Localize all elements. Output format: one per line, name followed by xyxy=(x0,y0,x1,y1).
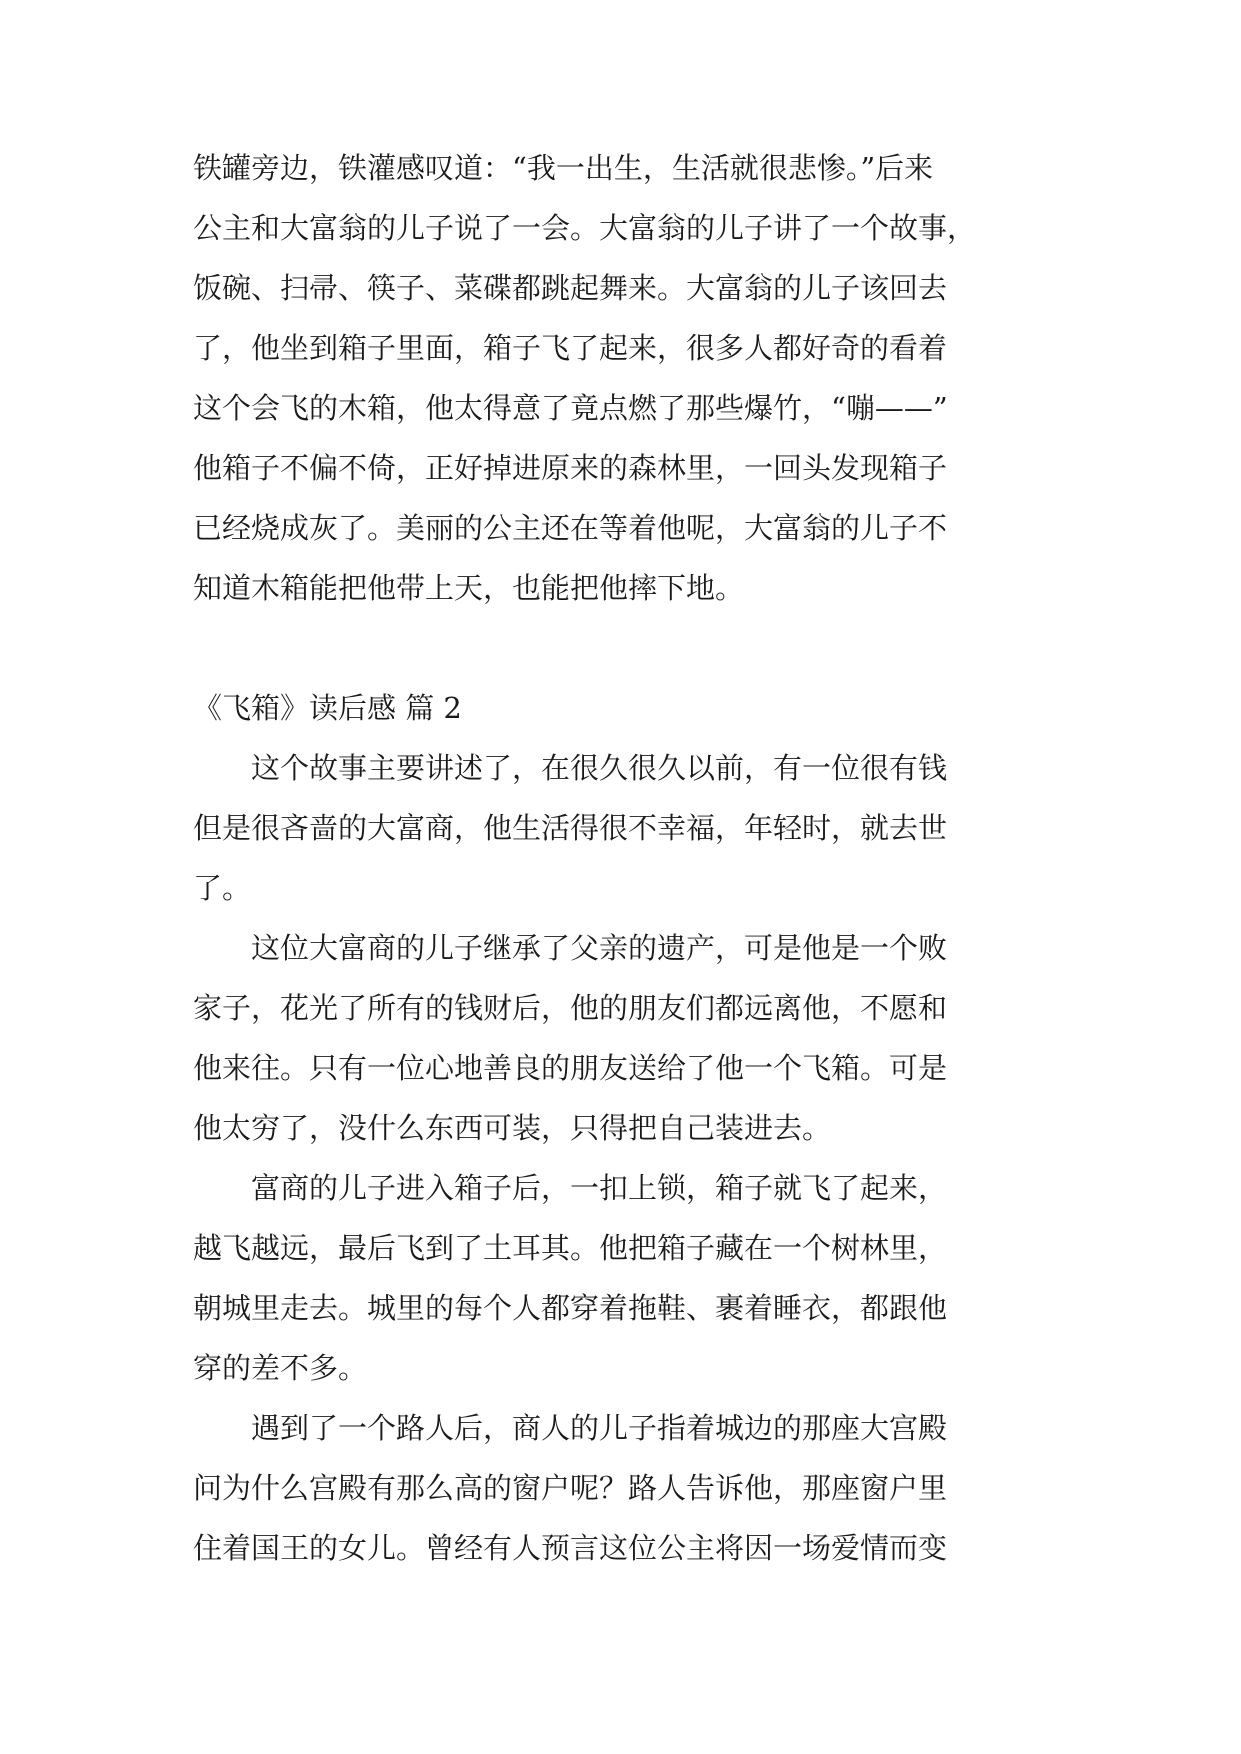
body-line: 问为什么宫殿有那么高的窗户呢？路人告诉他，那座窗户里 xyxy=(193,1471,948,1505)
body-line: 家子，花光了所有的钱财后，他的朋友们都远离他，不愿和 xyxy=(193,991,948,1025)
body-line: 越飞越远，最后飞到了土耳其。他把箱子藏在一个树林里， xyxy=(193,1231,948,1265)
body-line: 了。 xyxy=(193,871,252,905)
body-line: 这个会飞的木箱，他太得意了竟点燃了那些爆竹，“嘣——” xyxy=(193,391,948,425)
body-line: 已经烧成灰了。美丽的公主还在等着他呢，大富翁的儿子不 xyxy=(193,511,948,545)
paragraph-first-line: 这个故事主要讲述了，在很久很久以前，有一位很有钱 xyxy=(251,751,948,785)
body-line: 饭碗、扫帚、筷子、菜碟都跳起舞来。大富翁的儿子该回去 xyxy=(193,271,948,305)
body-line: 了，他坐到箱子里面，箱子飞了起来，很多人都好奇的看着 xyxy=(193,331,948,365)
body-line: 但是很吝啬的大富商，他生活得很不幸福，年轻时，就去世 xyxy=(193,811,948,845)
body-line: 公主和大富翁的儿子说了一会。大富翁的儿子讲了一个故事， xyxy=(193,211,977,245)
body-line: 他箱子不偏不倚，正好掉进原来的森林里，一回头发现箱子 xyxy=(193,451,948,485)
body-line: 铁罐旁边，铁灌感叹道：“我一出生，生活就很悲惨。”后来 xyxy=(193,151,934,185)
paragraph-first-line: 这位大富商的儿子继承了父亲的遗产，可是他是一个败 xyxy=(251,931,948,965)
paragraph-first-line: 遇到了一个路人后，商人的儿子指着城边的那座大宫殿 xyxy=(251,1411,948,1445)
paragraph-first-line: 富商的儿子进入箱子后，一扣上锁，箱子就飞了起来， xyxy=(251,1171,948,1205)
body-line: 朝城里走去。城里的每个人都穿着拖鞋、裹着睡衣，都跟他 xyxy=(193,1291,948,1325)
body-line: 知道木箱能把他带上天，也能把他摔下地。 xyxy=(193,571,745,605)
body-line: 他太穷了，没什么东西可装，只得把自己装进去。 xyxy=(193,1111,832,1145)
body-line: 他来往。只有一位心地善良的朋友送给了他一个飞箱。可是 xyxy=(193,1051,948,1085)
body-line: 穿的差不多。 xyxy=(193,1351,368,1385)
section-heading: 《飞箱》读后感 篇 2 xyxy=(193,691,462,725)
body-line: 住着国王的女儿。曾经有人预言这位公主将因一场爱情而变 xyxy=(193,1531,948,1565)
